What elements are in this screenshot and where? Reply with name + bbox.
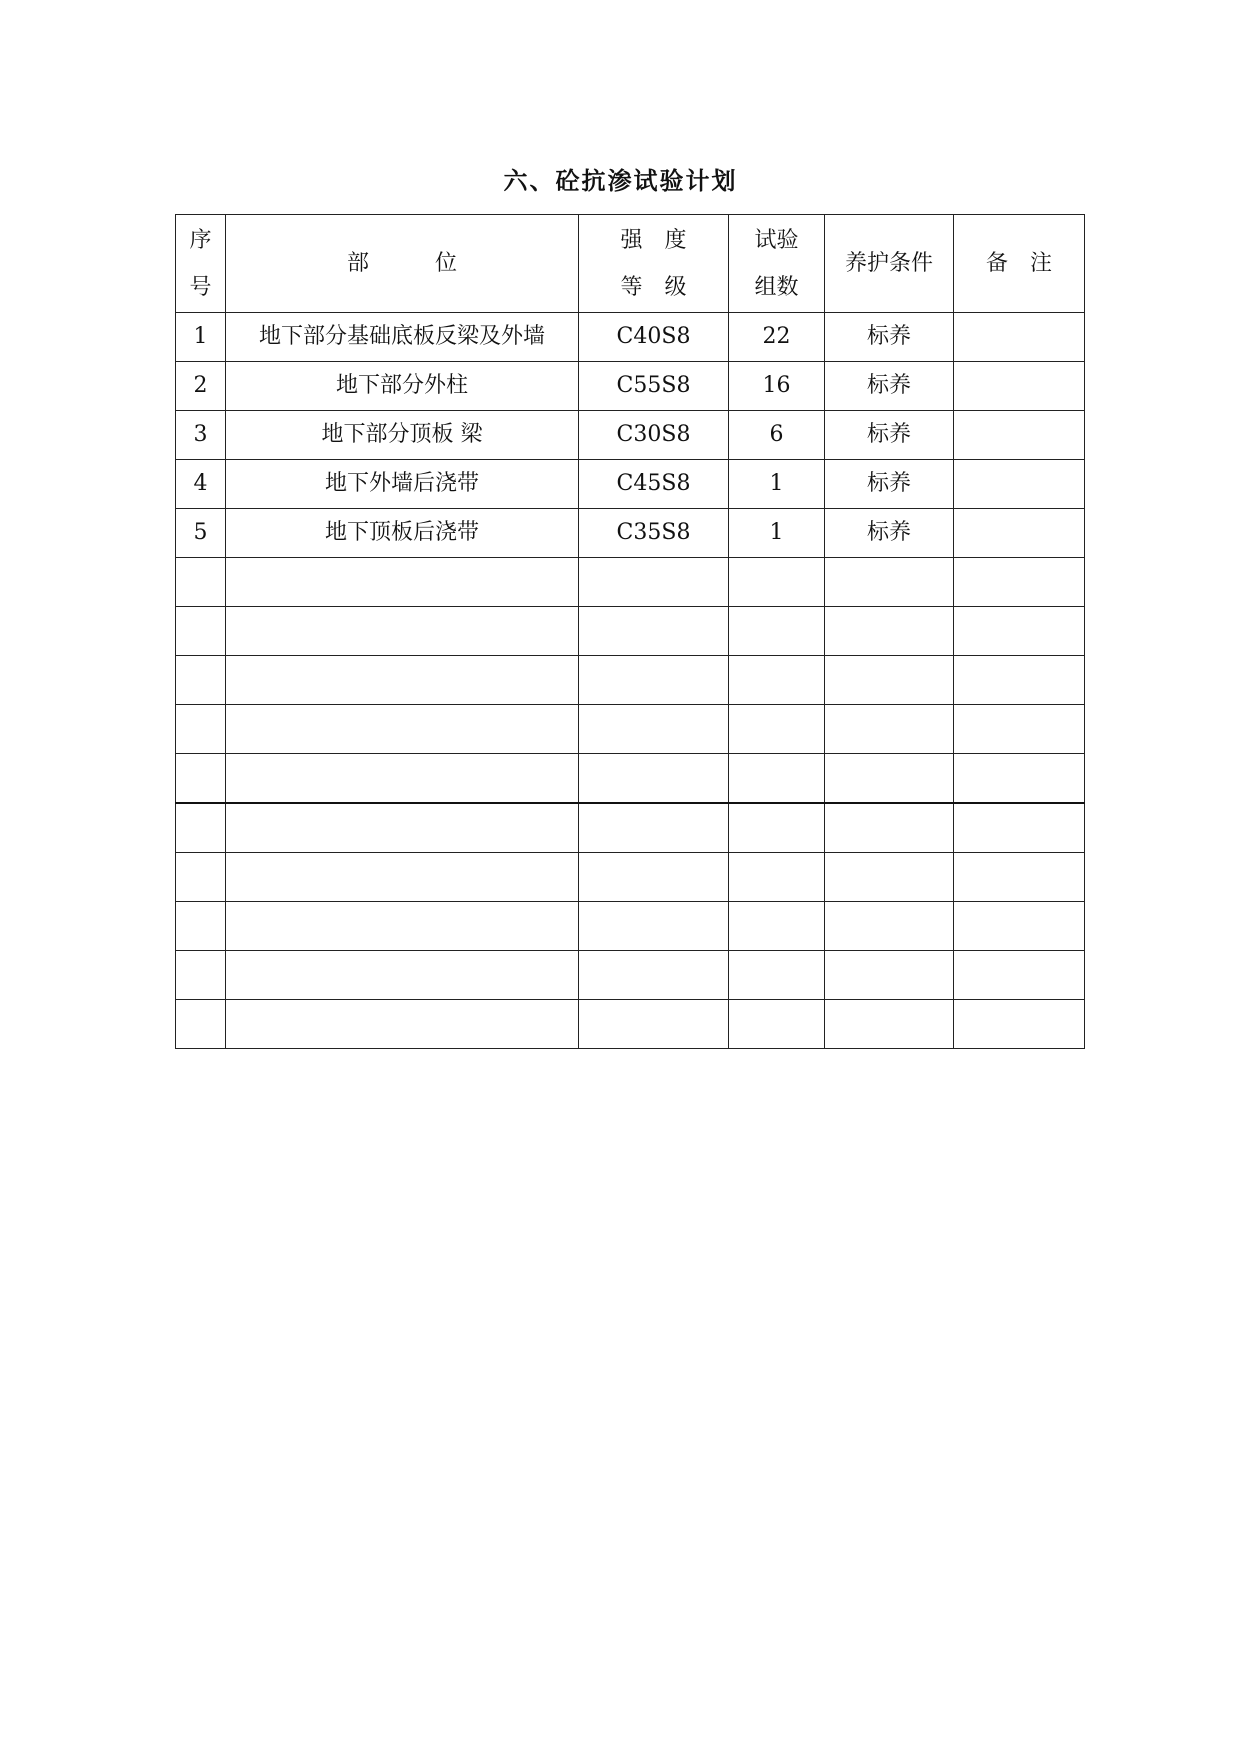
cell-location <box>226 803 579 853</box>
cell-curing <box>825 1000 954 1049</box>
table-row <box>176 853 1085 902</box>
cell-remark <box>954 754 1085 804</box>
cell-seq <box>176 656 226 705</box>
cell-groups <box>729 656 825 705</box>
cell-remark <box>954 558 1085 607</box>
cell-location <box>226 853 579 902</box>
header-groups-line1: 试验 <box>754 227 799 253</box>
header-curing <box>825 215 954 313</box>
cell-remark <box>954 705 1085 754</box>
header-remark-label: 备 注 <box>985 250 1052 276</box>
header-location <box>226 215 579 313</box>
cell-remark <box>954 411 1085 460</box>
cell-remark <box>954 951 1085 1000</box>
cell-remark <box>954 853 1085 902</box>
table-row <box>176 558 1085 607</box>
header-grade-line1: 强 度 <box>620 227 687 253</box>
table-row <box>176 902 1085 951</box>
cell-location: 地下部分基础底板反梁及外墙 <box>226 313 579 362</box>
cell-groups <box>729 951 825 1000</box>
table-row <box>176 509 1085 558</box>
cell-seq <box>176 853 226 902</box>
cell-groups: 16 <box>729 362 825 411</box>
cell-grade: C30S8 <box>579 411 729 460</box>
cell-seq: 4 <box>176 460 226 509</box>
cell-grade <box>579 951 729 1000</box>
cell-seq: 1 <box>176 313 226 362</box>
cell-grade <box>579 803 729 853</box>
cell-curing: 标养 <box>825 313 954 362</box>
cell-groups: 1 <box>729 460 825 509</box>
cell-remark <box>954 803 1085 853</box>
cell-location: 地下部分顶板 梁 <box>226 411 579 460</box>
header-curing-label: 养护条件 <box>844 250 933 276</box>
cell-location <box>226 656 579 705</box>
cell-seq <box>176 558 226 607</box>
table-row <box>176 803 1085 853</box>
cell-grade <box>579 705 729 754</box>
cell-curing: 标养 <box>825 460 954 509</box>
table-row <box>176 951 1085 1000</box>
header-seq-line2: 号 <box>189 274 212 300</box>
cell-seq <box>176 951 226 1000</box>
cell-groups <box>729 853 825 902</box>
cell-curing <box>825 558 954 607</box>
table-row <box>176 362 1085 411</box>
cell-location: 地下顶板后浇带 <box>226 509 579 558</box>
page-title: 六、砼抗渗试验计划 <box>503 167 738 195</box>
cell-seq <box>176 607 226 656</box>
header-grade <box>579 215 729 313</box>
cell-location <box>226 754 579 804</box>
cell-groups <box>729 902 825 951</box>
cell-grade: C40S8 <box>579 313 729 362</box>
header-grade-line2: 等 级 <box>620 274 687 300</box>
table-row <box>176 754 1085 804</box>
cell-grade <box>579 754 729 804</box>
cell-remark <box>954 460 1085 509</box>
cell-curing: 标养 <box>825 362 954 411</box>
header-location-label: 部 位 <box>346 250 457 276</box>
table-row <box>176 656 1085 705</box>
cell-grade <box>579 853 729 902</box>
cell-seq: 2 <box>176 362 226 411</box>
cell-curing <box>825 951 954 1000</box>
header-seq <box>176 215 226 313</box>
cell-grade: C35S8 <box>579 509 729 558</box>
cell-location <box>226 705 579 754</box>
cell-location: 地下外墙后浇带 <box>226 460 579 509</box>
cell-location: 地下部分外柱 <box>226 362 579 411</box>
cell-grade: C55S8 <box>579 362 729 411</box>
test-plan-table <box>175 214 1085 1049</box>
cell-curing <box>825 902 954 951</box>
cell-curing <box>825 705 954 754</box>
cell-location <box>226 902 579 951</box>
cell-grade <box>579 558 729 607</box>
table-row <box>176 705 1085 754</box>
header-groups-line2: 组数 <box>754 274 799 300</box>
cell-location <box>226 951 579 1000</box>
cell-remark <box>954 313 1085 362</box>
cell-remark <box>954 509 1085 558</box>
cell-remark <box>954 656 1085 705</box>
cell-grade <box>579 1000 729 1049</box>
cell-grade <box>579 656 729 705</box>
header-groups <box>729 215 825 313</box>
cell-location <box>226 607 579 656</box>
cell-curing <box>825 607 954 656</box>
header-seq-line1: 序 <box>189 227 212 253</box>
cell-seq: 3 <box>176 411 226 460</box>
table-row <box>176 313 1085 362</box>
cell-groups <box>729 607 825 656</box>
table-row <box>176 1000 1085 1049</box>
cell-curing <box>825 754 954 804</box>
cell-remark <box>954 607 1085 656</box>
cell-grade <box>579 607 729 656</box>
table-row <box>176 460 1085 509</box>
cell-groups <box>729 705 825 754</box>
cell-groups: 6 <box>729 411 825 460</box>
cell-seq <box>176 803 226 853</box>
cell-groups <box>729 558 825 607</box>
cell-groups <box>729 1000 825 1049</box>
table-header-row <box>176 215 1085 313</box>
cell-groups <box>729 803 825 853</box>
table-row <box>176 411 1085 460</box>
header-remark <box>954 215 1085 313</box>
cell-seq <box>176 902 226 951</box>
cell-remark <box>954 1000 1085 1049</box>
cell-groups <box>729 754 825 804</box>
cell-seq <box>176 754 226 804</box>
cell-groups: 1 <box>729 509 825 558</box>
cell-seq <box>176 1000 226 1049</box>
cell-grade: C45S8 <box>579 460 729 509</box>
cell-curing: 标养 <box>825 509 954 558</box>
cell-remark <box>954 362 1085 411</box>
cell-location <box>226 558 579 607</box>
cell-seq <box>176 705 226 754</box>
cell-remark <box>954 902 1085 951</box>
cell-curing <box>825 656 954 705</box>
cell-grade <box>579 902 729 951</box>
cell-curing <box>825 853 954 902</box>
cell-location <box>226 1000 579 1049</box>
cell-curing <box>825 803 954 853</box>
table-row <box>176 607 1085 656</box>
cell-groups: 22 <box>729 313 825 362</box>
cell-seq: 5 <box>176 509 226 558</box>
cell-curing: 标养 <box>825 411 954 460</box>
